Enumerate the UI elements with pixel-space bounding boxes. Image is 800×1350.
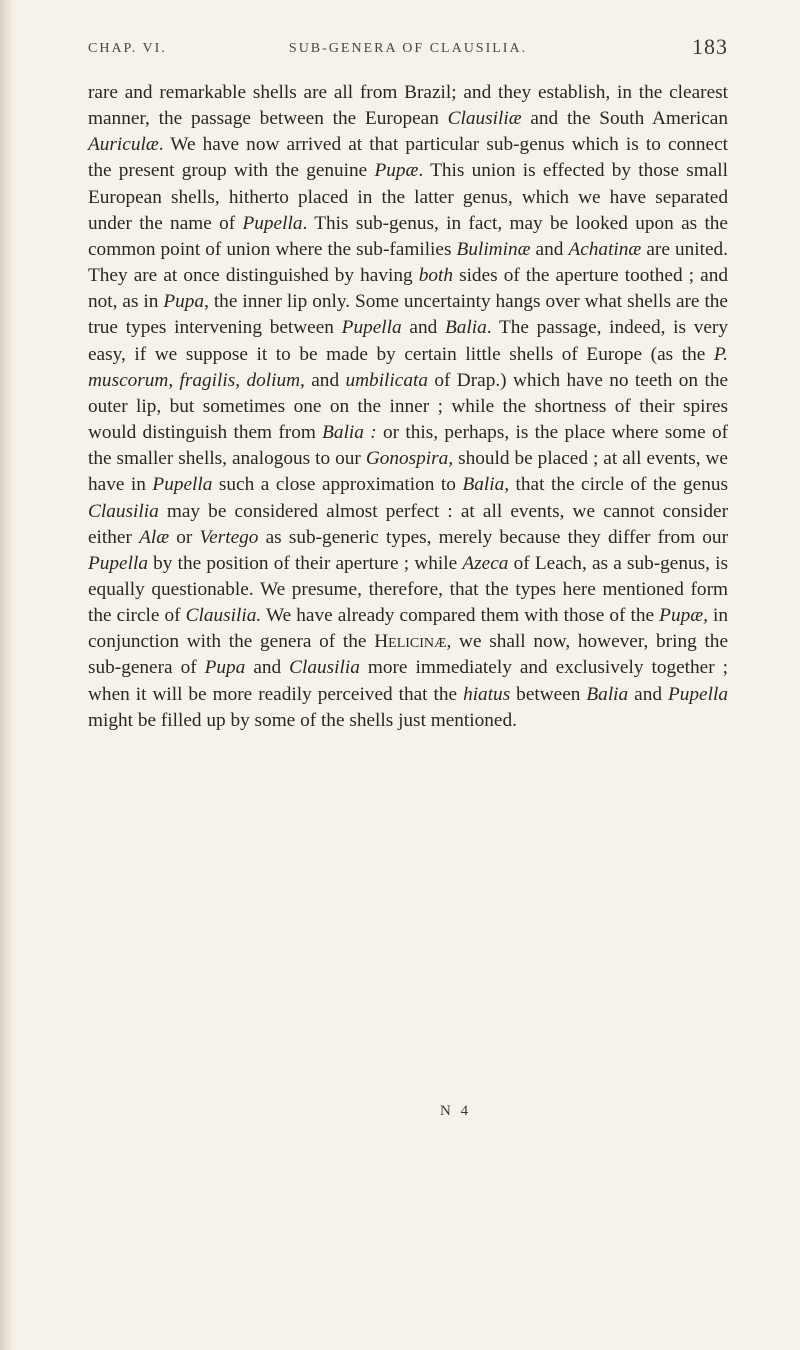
taxon-name: Pupa bbox=[204, 657, 246, 679]
taxon-name: Pupa bbox=[163, 291, 205, 313]
text-run: between bbox=[510, 683, 587, 705]
text-run: rare and remarkable shells are all from Brazil; and they establish, in the clearest manner, the passage between the European bbox=[88, 82, 728, 130]
emphasis: hiatus bbox=[463, 683, 511, 705]
emphasis: both bbox=[418, 265, 453, 287]
taxon-name: Pupella bbox=[668, 683, 728, 705]
taxon-name: Clausiliæ bbox=[447, 108, 522, 130]
taxon-name: Pupella bbox=[88, 552, 148, 574]
taxon-name: Pupella bbox=[341, 317, 402, 339]
text-run: in conjunction with the genera of the bbox=[88, 605, 728, 653]
taxon-name: Pupæ, bbox=[659, 605, 708, 627]
running-title: SUB-GENERA OF CLAUSILIA. bbox=[288, 41, 528, 56]
text-run: and the South American bbox=[521, 108, 728, 130]
text-run: We have already compared them with those of the bbox=[261, 605, 660, 627]
text-run: of Drap.) which have no teeth on the outer lip, but sometimes one on the inner ; while the shortness of their spires would distinguish them from bbox=[88, 369, 729, 444]
taxon-name: Balia bbox=[444, 317, 487, 339]
taxon-name: Clausilia bbox=[289, 657, 360, 679]
taxon-name: P. muscorum, fragilis, dolium, bbox=[88, 343, 728, 391]
text-run: . This union is effected by those small European shells, hitherto placed in the latter genus, which we have separated under the name of bbox=[88, 160, 729, 234]
taxon-name: Achatinæ bbox=[568, 238, 642, 260]
family-name: Helicinæ, bbox=[374, 631, 452, 653]
paragraph bbox=[88, 80, 728, 734]
taxon-name: Gonospira, bbox=[365, 448, 454, 470]
page-number: 183 bbox=[692, 34, 728, 59]
taxon-name: Pupæ bbox=[374, 160, 419, 182]
running-header bbox=[88, 34, 728, 62]
text-run: such a close approximation to bbox=[212, 474, 463, 496]
taxon-name: Balia bbox=[586, 683, 629, 705]
binding-gutter bbox=[0, 0, 14, 1350]
text-run: more immediately and exclusively together ; when it will be more readily perceived that the bbox=[88, 657, 728, 705]
text-run: as sub-generic types, merely because they differ from our bbox=[258, 526, 728, 548]
taxon-name: Alæ bbox=[139, 526, 170, 548]
signature-mark: N 4 bbox=[440, 1103, 472, 1119]
taxon-name: Clausilia. bbox=[185, 605, 262, 627]
text-run: and bbox=[245, 657, 290, 679]
text-run: sides of the aperture toothed ; and not, as in bbox=[88, 265, 728, 313]
taxon-name: Auriculæ bbox=[88, 134, 159, 156]
taxon-name: Buliminæ bbox=[456, 238, 531, 260]
body-text bbox=[88, 80, 728, 734]
text-run: and bbox=[304, 369, 346, 391]
taxon-name: Balia, bbox=[462, 474, 510, 496]
text-run: may be considered almost perfect : at all events, we cannot consider either bbox=[88, 500, 728, 548]
text-run: are united. They are at once distinguished by having bbox=[88, 238, 728, 287]
text-run: that the circle of the genus bbox=[509, 474, 728, 496]
text-run: or bbox=[169, 526, 200, 548]
text-run: and bbox=[401, 317, 445, 339]
text-run: or this, perhaps, is the place where some of the smaller shells, analogous to our bbox=[88, 422, 729, 470]
text-run: we shall now, however, bring the sub-genera of bbox=[88, 631, 729, 679]
taxon-name: Clausilia bbox=[88, 500, 159, 522]
text-run: . This sub-genus, in fact, may be looked upon as the common point of union where the sub-families bbox=[88, 212, 728, 260]
taxon-name: Balia : bbox=[322, 422, 377, 444]
taxon-name: umbilicata bbox=[345, 369, 428, 391]
taxon-name: Vertego bbox=[199, 526, 259, 548]
text-run: might be filled up by some of the shells just mentioned. bbox=[88, 709, 517, 731]
taxon-name: Pupella bbox=[152, 474, 213, 496]
chapter-label: CHAP. VI. bbox=[88, 41, 167, 56]
text-run: by the position of their aperture ; while bbox=[147, 552, 463, 574]
text-run: of Leach, as a sub-genus, is equally questionable. We presume, therefore, that the types here mentioned form the circle of bbox=[88, 552, 728, 627]
taxon-name: Azeca bbox=[462, 552, 509, 574]
text-run: . The passage, indeed, is very easy, if we suppose it to be made by certain little shells of Europe (as the bbox=[88, 317, 728, 365]
text-run: and bbox=[530, 238, 569, 260]
text-run: should be placed ; at all events, we have in bbox=[88, 448, 728, 496]
text-run: . We have now arrived at that particular sub-genus which is to connect the present group with the genuine bbox=[88, 134, 728, 182]
text-run: , the inner lip only. Some uncertainty hangs over what shells are the true types intervening between bbox=[88, 291, 728, 339]
taxon-name: Pupella bbox=[242, 212, 303, 234]
text-run: and bbox=[628, 683, 668, 705]
